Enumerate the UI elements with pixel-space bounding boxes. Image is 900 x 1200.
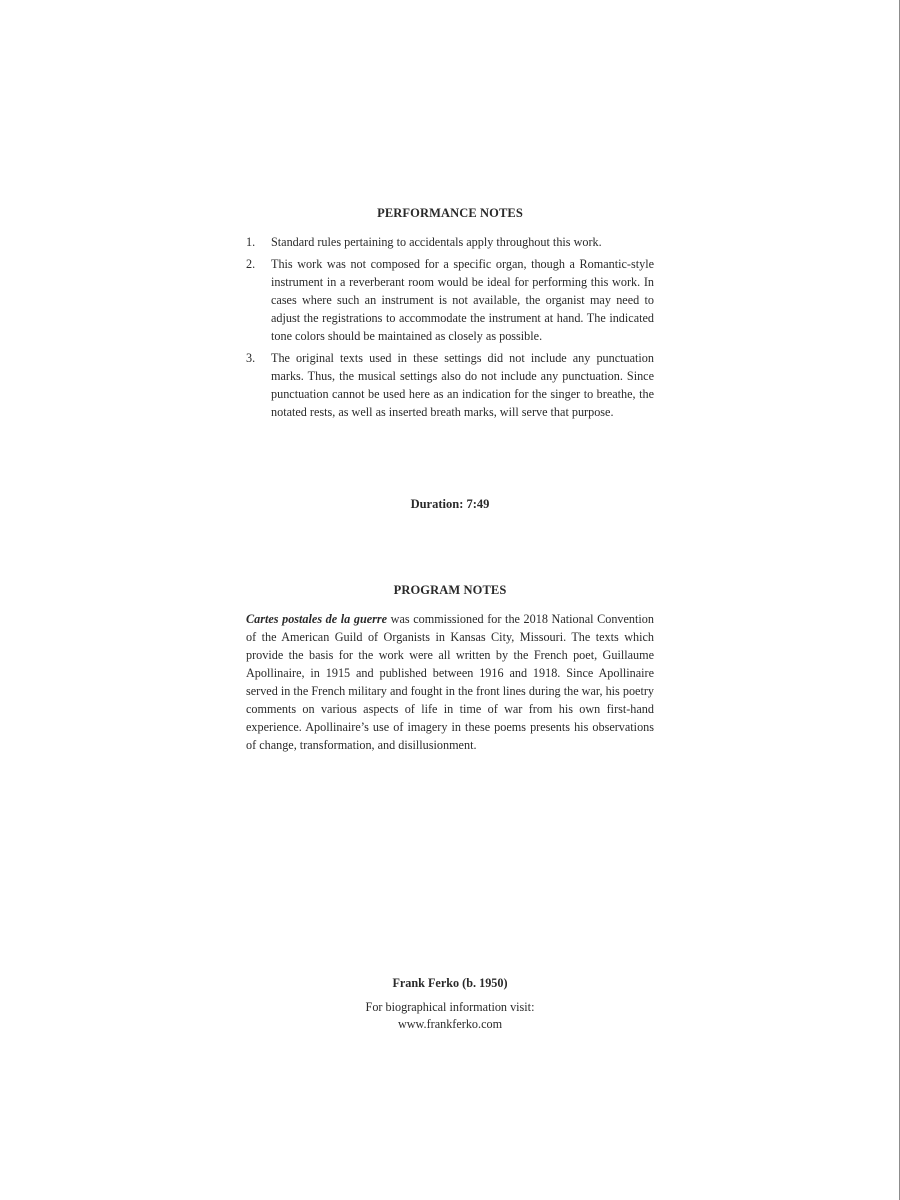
program-notes-body: was commissioned for the 2018 National Convention of the American Guild of Organists in Kansas City, Missouri. The texts which provide the basis for the work were all written by the French poet, Guillaume Apollinaire, in 1915 and published between 1916 and 1918. Since Apollinaire served in the French military and fought in the front lines during the war, his poetry comments on various aspects of life in time of war from his own first-hand experience. Apollinaire’s use of imagery in these poems presents his observations of change, transformation, and disillusionment. [246, 612, 654, 752]
note-text: The original texts used in these settings did not include any punctuation marks. Thus, the musical settings also do not include any punctuation. Since punctuation cannot be used here as an indication for the singer to breathe, the notated rests, as well as inserted breath marks, will serve that purpose. [271, 351, 654, 419]
composer-block [246, 976, 654, 1033]
program-notes-paragraph [246, 610, 654, 754]
bio-info-line: For biographical information visit: [365, 1000, 535, 1014]
note-number: 1. [246, 235, 256, 249]
note-text: This work was not composed for a specific organ, though a Romantic-style instrument in a reverberant room would be ideal for performing this work. In cases where such an instrument is not available, the organist may need to adjust the registrations to accommodate the instrument at hand. The indicated tone colors should be maintained as closely as possible. [271, 257, 654, 343]
note-number: 3. [246, 351, 256, 365]
performance-notes-list [246, 233, 654, 425]
performance-note-item [246, 349, 654, 421]
performance-note-item [246, 255, 654, 345]
composer-name: Frank Ferko (b. 1950) [392, 976, 508, 990]
work-title: Cartes postales de la guerre [246, 612, 388, 626]
duration-label: Duration: 7:49 [410, 497, 490, 511]
performance-note-item [246, 233, 654, 251]
note-text: Standard rules pertaining to accidentals apply throughout this work. [271, 235, 602, 249]
program-notes-heading: PROGRAM NOTES [393, 583, 507, 597]
note-number: 2. [246, 257, 256, 271]
composer-website: www.frankferko.com [397, 1017, 503, 1031]
performance-notes-heading: PERFORMANCE NOTES [377, 206, 523, 220]
